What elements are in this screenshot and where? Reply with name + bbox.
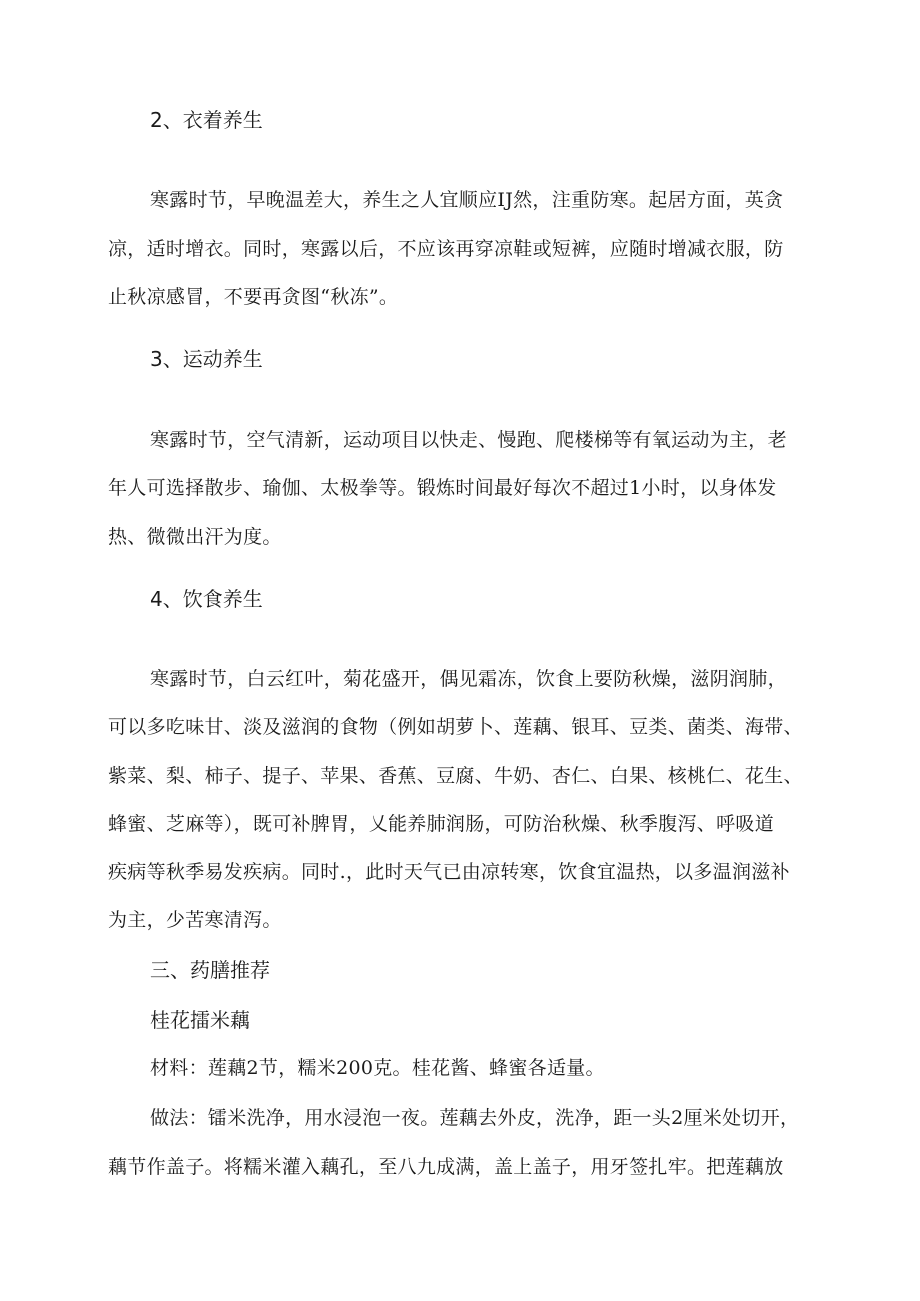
recipe-title: 桂花擂米藕 xyxy=(150,1008,250,1032)
paragraph-diet-line-1: 寒露时节，白云红叶，菊花盛开，偶见霜冻，饮食上要防秋燥，滋阴润肺， xyxy=(150,668,787,690)
heading-exercise: 3、运动养生 xyxy=(150,347,263,371)
paragraph-clothing-line-3: 止秋凉感冒，不要再贪图“秋冻”。 xyxy=(108,286,399,308)
heading-recipe: 三、药膳推荐 xyxy=(150,958,270,982)
paragraph-diet-line-3: 紫菜、梨、柿子、提子、苹果、香蕉、豆腐、牛奶、杏仁、白果、核桃仁、花生、 xyxy=(108,765,803,787)
recipe-materials: 材料：莲藕2节，糯米200克。桂花酱、蜂蜜各适量。 xyxy=(150,1057,605,1079)
paragraph-exercise-line-2: 年人可选择散步、瑜伽、太极拳等。锻炼时间最好每次不超过1小时，以身体发 xyxy=(108,477,777,499)
recipe-method-line-2: 藕节作盖子。将糯米灌入藕孔，至八九成满，盖上盖子，用牙签扎牢。把莲藕放 xyxy=(108,1156,784,1178)
paragraph-exercise-line-1: 寒露时节，空气清新，运动项目以快走、慢跑、爬楼梯等有氧运动为主，老 xyxy=(150,429,787,451)
paragraph-diet-line-6: 为主，少苦寒清泻。 xyxy=(108,909,282,931)
heading-clothing: 2、衣着养生 xyxy=(150,108,263,132)
paragraph-diet-line-5: 疾病等秋季易发疾病。同时.，此时天气已由凉转寒，饮食宜温热，以多温润滋补 xyxy=(108,861,790,883)
paragraph-diet-line-4: 蜂蜜、芝麻等），既可补脾胃，乂能养肺润肠，可防治秋燥、秋季腹泻、呼吸道 xyxy=(108,813,775,835)
paragraph-clothing-line-1: 寒露时节，早晚温差大，养生之人宜顺应IJ然，注重防寒。起居方面，英贪 xyxy=(150,189,784,211)
paragraph-exercise-line-3: 热、微微出汗为度。 xyxy=(108,526,282,548)
recipe-method-line-1: 做法：镭米洗净，用水浸泡一夜。莲藕去外皮，洗净，距一头2厘米处切开， xyxy=(150,1107,800,1129)
paragraph-clothing-line-2: 凉，适时增衣。同时，寒露以后，不应该再穿凉鞋或短裤，应随时增减衣服，防 xyxy=(108,238,784,260)
heading-diet: 4、饮食养生 xyxy=(150,587,263,611)
paragraph-diet-line-2: 可以多吃味甘、淡及滋润的食物（例如胡萝卜、莲藕、银耳、豆类、菌类、海带、 xyxy=(108,716,803,738)
